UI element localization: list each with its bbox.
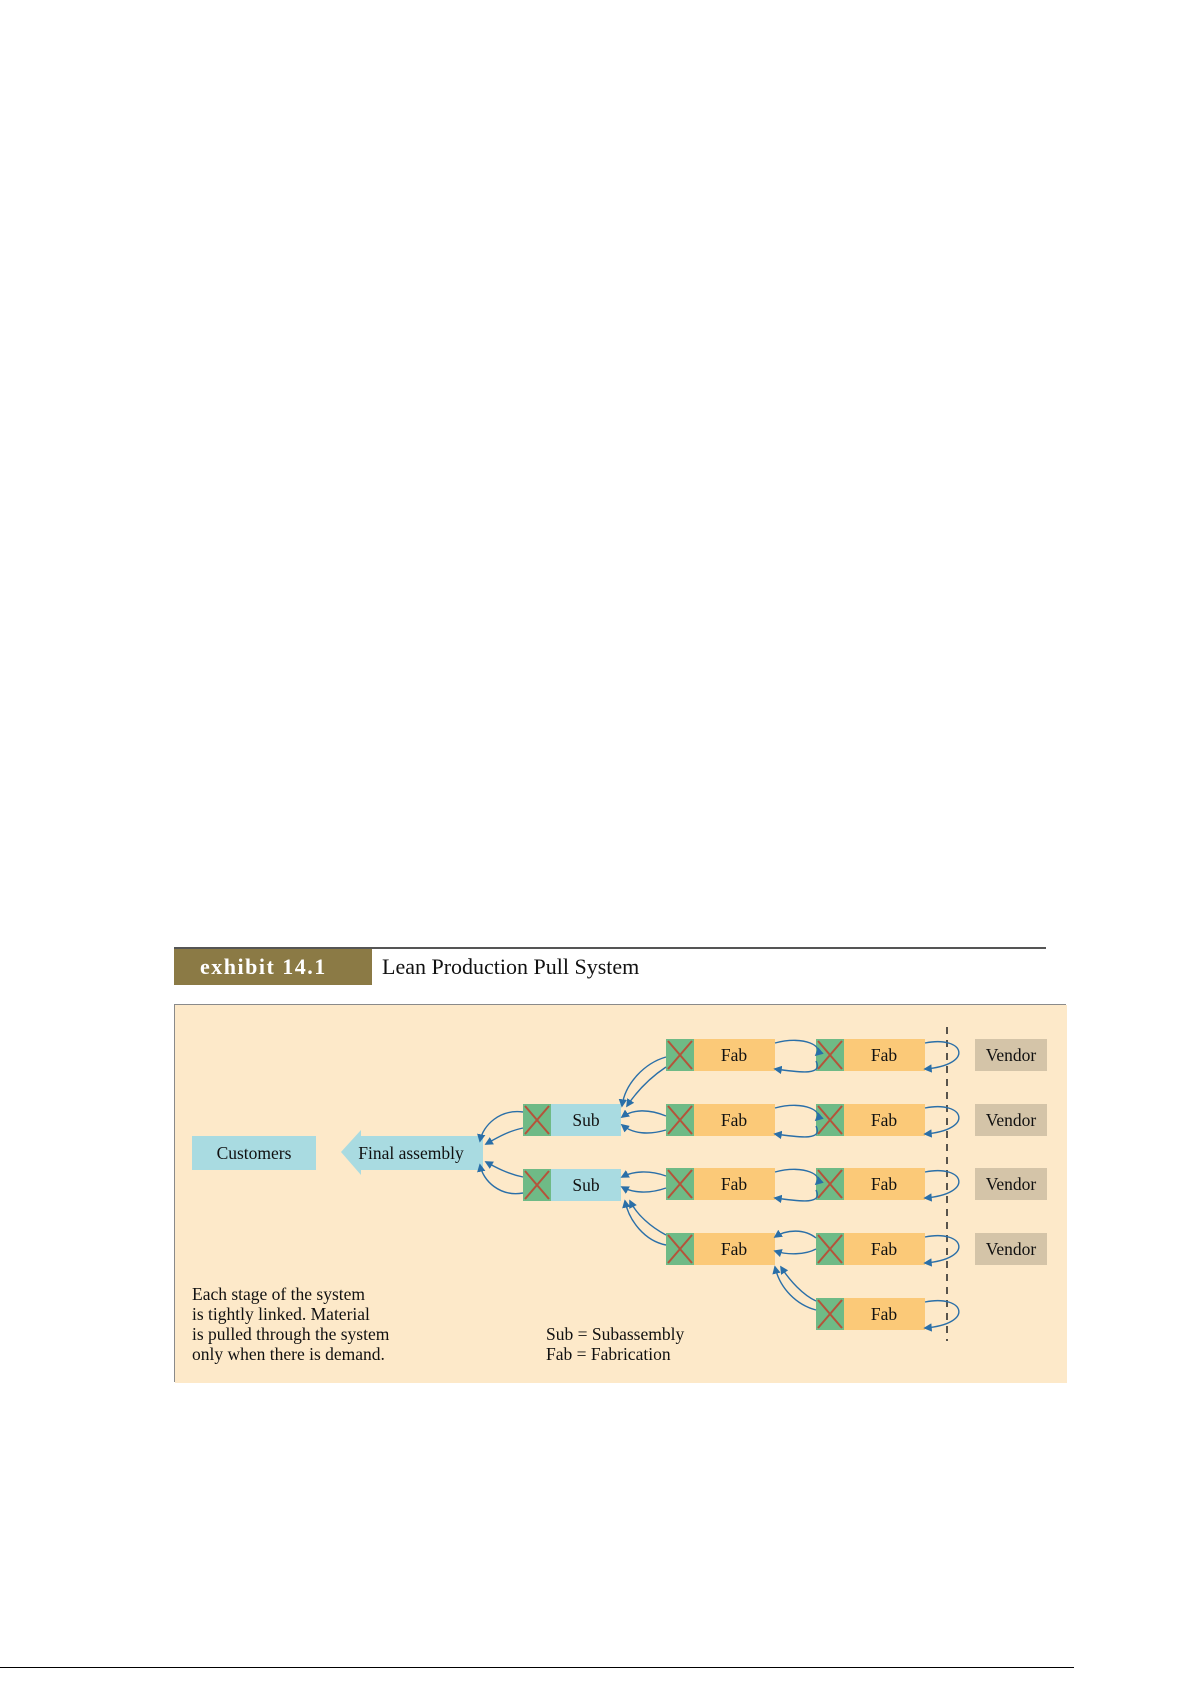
sub-label-bottom: Sub [572, 1175, 600, 1195]
fab-node-c2-r2 [816, 1104, 925, 1136]
fab-label: Fab [720, 1239, 748, 1259]
note-line: only when there is demand. [192, 1344, 385, 1364]
fab-label: Fab [870, 1045, 898, 1065]
fab-label: Fab [870, 1110, 898, 1130]
explanation-note [192, 1284, 452, 1364]
note-line: Each stage of the system [192, 1284, 366, 1304]
vendor-node-r1 [975, 1039, 1047, 1071]
fab-node-c1-r1 [666, 1039, 775, 1071]
sub-node-top [523, 1104, 621, 1136]
fab-label: Fab [720, 1174, 748, 1194]
fab-node-c2-r1 [816, 1039, 925, 1071]
vendor-node-r3 [975, 1168, 1047, 1200]
vendor-node-r2 [975, 1104, 1047, 1136]
fab-label: Fab [720, 1045, 748, 1065]
vendor-label: Vendor [985, 1110, 1037, 1130]
exhibit-header [174, 947, 1046, 985]
fab-node-c1-r2 [666, 1104, 775, 1136]
final-assembly-node [341, 1130, 483, 1175]
fab-node-c1-r4 [666, 1233, 775, 1265]
vendor-node-r4 [975, 1233, 1047, 1265]
exhibit-tag: exhibit 14.1 [174, 949, 372, 985]
fab-label: Fab [720, 1110, 748, 1130]
fab-node-c2-r3 [816, 1168, 925, 1200]
note-line: is pulled through the system [192, 1324, 390, 1344]
note-line: is tightly linked. Material [192, 1304, 370, 1324]
customers-label: Customers [216, 1143, 292, 1163]
fab-label: Fab [870, 1304, 898, 1324]
fab-node-c2-r5 [816, 1298, 925, 1330]
page-footer-rule [0, 1667, 1074, 1668]
fab-label: Fab [870, 1174, 898, 1194]
vendor-label: Vendor [985, 1239, 1037, 1259]
fab-node-c2-r4 [816, 1233, 925, 1265]
exhibit-title: Lean Production Pull System [382, 954, 640, 979]
sub-node-bottom [523, 1169, 621, 1201]
legend-fab: Fab = Fabrication [546, 1344, 671, 1364]
sub-label-top: Sub [572, 1110, 600, 1130]
vendor-label: Vendor [985, 1045, 1037, 1065]
legend-sub: Sub = Subassembly [546, 1324, 685, 1344]
final-assembly-label: Final assembly [358, 1143, 464, 1163]
customers-node [192, 1136, 316, 1170]
abbreviation-legend [546, 1324, 776, 1364]
fab-node-c1-r3 [666, 1168, 775, 1200]
fab-label: Fab [870, 1239, 898, 1259]
vendor-label: Vendor [985, 1174, 1037, 1194]
